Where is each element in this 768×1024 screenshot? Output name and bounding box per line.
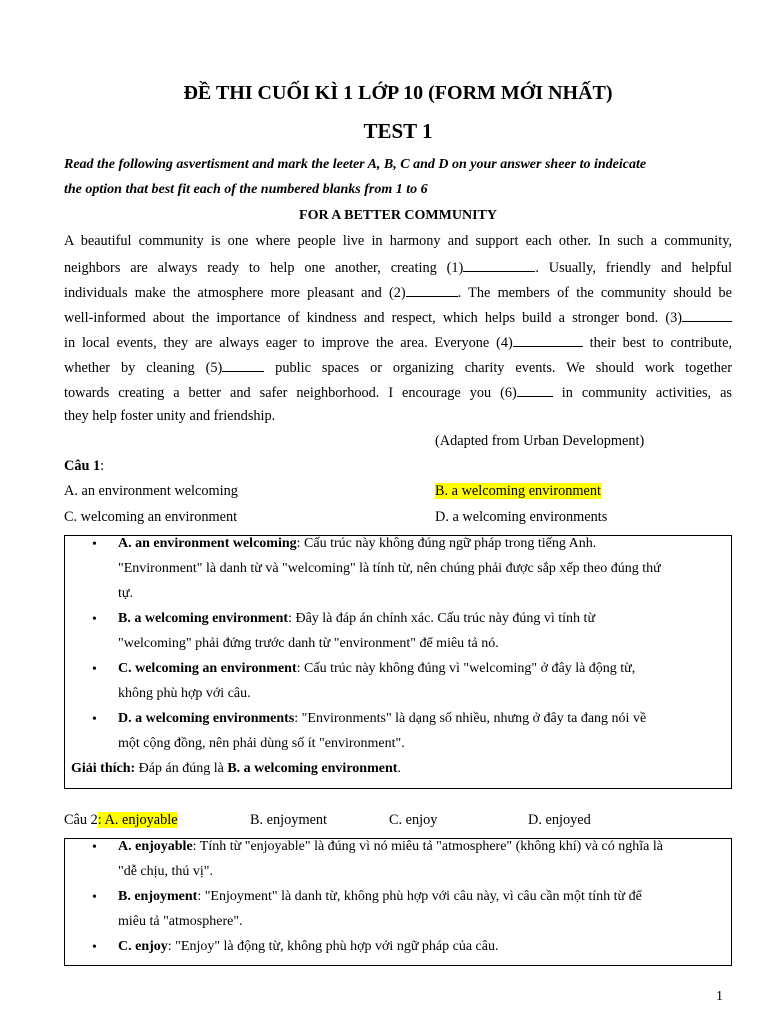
page-number: 1	[716, 989, 723, 1004]
blank-3	[682, 308, 732, 322]
bullet-icon: •	[92, 662, 97, 677]
passage-heading: FOR A BETTER COMMUNITY	[299, 208, 497, 223]
explanation-item: A. an environment welcoming: Cấu trúc này không đúng ngữ pháp trong tiếng Anh.	[118, 536, 597, 551]
explanation-item-cont: "welcoming" phải đứng trước danh từ "environment" để miêu tả nó.	[118, 636, 499, 651]
passage-line: they help foster unity and friendship.	[64, 408, 276, 424]
bullet-icon: •	[92, 712, 97, 727]
q1-option-b: B. a welcoming environment	[435, 483, 601, 499]
passage-line: whether by cleaning (5) public spaces or organizing charity events. We should work together	[64, 360, 732, 376]
q1-option-c: C. welcoming an environment	[64, 509, 238, 525]
blank-1	[463, 258, 535, 272]
blank-2	[406, 283, 458, 297]
explanation-item: A. enjoyable: Tính từ "enjoyable" là đúng vì nó miêu tả "atmosphere" (không khí) và có nghĩa là	[118, 839, 663, 854]
q1-option-a: A. an environment welcoming	[64, 483, 238, 499]
passage-line: towards creating a better and safer neighborhood. I encourage you (6) in community activities, as	[64, 385, 732, 401]
explanation-item-cont: một cộng đồng, nên phải dùng số ít "environment".	[118, 736, 405, 751]
test-heading: TEST 1	[363, 119, 433, 143]
bullet-icon: •	[92, 890, 97, 905]
bullet-icon: •	[92, 612, 97, 627]
instruction-line-1: Read the following asvertisment and mark the leeter A, B, C and D on your answer sheer to indeicate	[64, 157, 647, 172]
explanation-summary: Giải thích: Đáp án đúng là B. a welcoming environment.	[71, 761, 401, 776]
instruction-line-2: the option that best fit each of the numbered blanks from 1 to 6	[64, 182, 428, 197]
blank-6	[517, 383, 553, 397]
question-1-label: Câu 1:	[64, 458, 105, 474]
explanation-item: B. enjoyment: "Enjoyment" là danh từ, không phù hợp với câu này, vì câu cần một tính từ để	[118, 889, 642, 904]
passage-source: (Adapted from Urban Development)	[435, 433, 645, 449]
passage-line: in local events, they are always eager to improve the area. Everyone (4) their best to contribute,	[64, 335, 732, 351]
passage-line: A beautiful community is one where people live in harmony and support each other. In such a community,	[64, 233, 732, 249]
q2-option-c: C. enjoy	[389, 812, 438, 828]
blank-4	[513, 333, 583, 347]
explanation-item-cont: miêu tả "atmosphere".	[118, 914, 243, 929]
blank-5	[222, 358, 264, 372]
question-2-explanation-box	[64, 838, 732, 966]
explanation-item: C. welcoming an environment: Cấu trúc này không đúng vì "welcoming" ở đây là động từ,	[118, 661, 636, 676]
explanation-item-cont: "dễ chịu, thú vị".	[118, 864, 214, 879]
page-title: ĐỀ THI CUỐI KÌ 1 LỚP 10 (FORM MỚI NHẤT)	[183, 82, 613, 104]
passage-line: well-informed about the importance of kindness and respect, which helps build a stronger bond. (3)	[64, 308, 732, 327]
q2-option-d: D. enjoyed	[528, 812, 591, 828]
explanation-item-cont: không phù hợp với câu.	[118, 686, 251, 701]
question-1-explanation-box	[64, 535, 732, 789]
explanation-item-cont: tự.	[118, 586, 133, 601]
passage-line: neighbors are always ready to help one another, creating (1) . Usually, friendly and helpful	[64, 260, 732, 276]
question-2-label: Câu 2: A. enjoyable	[64, 812, 178, 828]
explanation-item-cont: "Environment" là danh từ và "welcoming" là tính từ, nên chúng phải được sắp xếp theo đúng thứ	[118, 561, 661, 576]
explanation-item: D. a welcoming environments: "Environments" là dạng số nhiều, nhưng ở đây ta đang nói về	[118, 711, 647, 726]
explanation-item: C. enjoy: "Enjoy" là động từ, không phù hợp với ngữ pháp của câu.	[118, 939, 499, 954]
q2-option-b: B. enjoyment	[250, 812, 328, 828]
explanation-item: B. a welcoming environment: Đây là đáp án chính xác. Cấu trúc này đúng vì tính từ	[118, 611, 596, 626]
bullet-icon: •	[92, 940, 97, 955]
passage-line: individuals make the atmosphere more pleasant and (2) . The members of the community should be	[64, 285, 733, 301]
bullet-icon: •	[92, 537, 97, 552]
bullet-icon: •	[92, 840, 97, 855]
q1-option-d: D. a welcoming environments	[435, 509, 608, 525]
